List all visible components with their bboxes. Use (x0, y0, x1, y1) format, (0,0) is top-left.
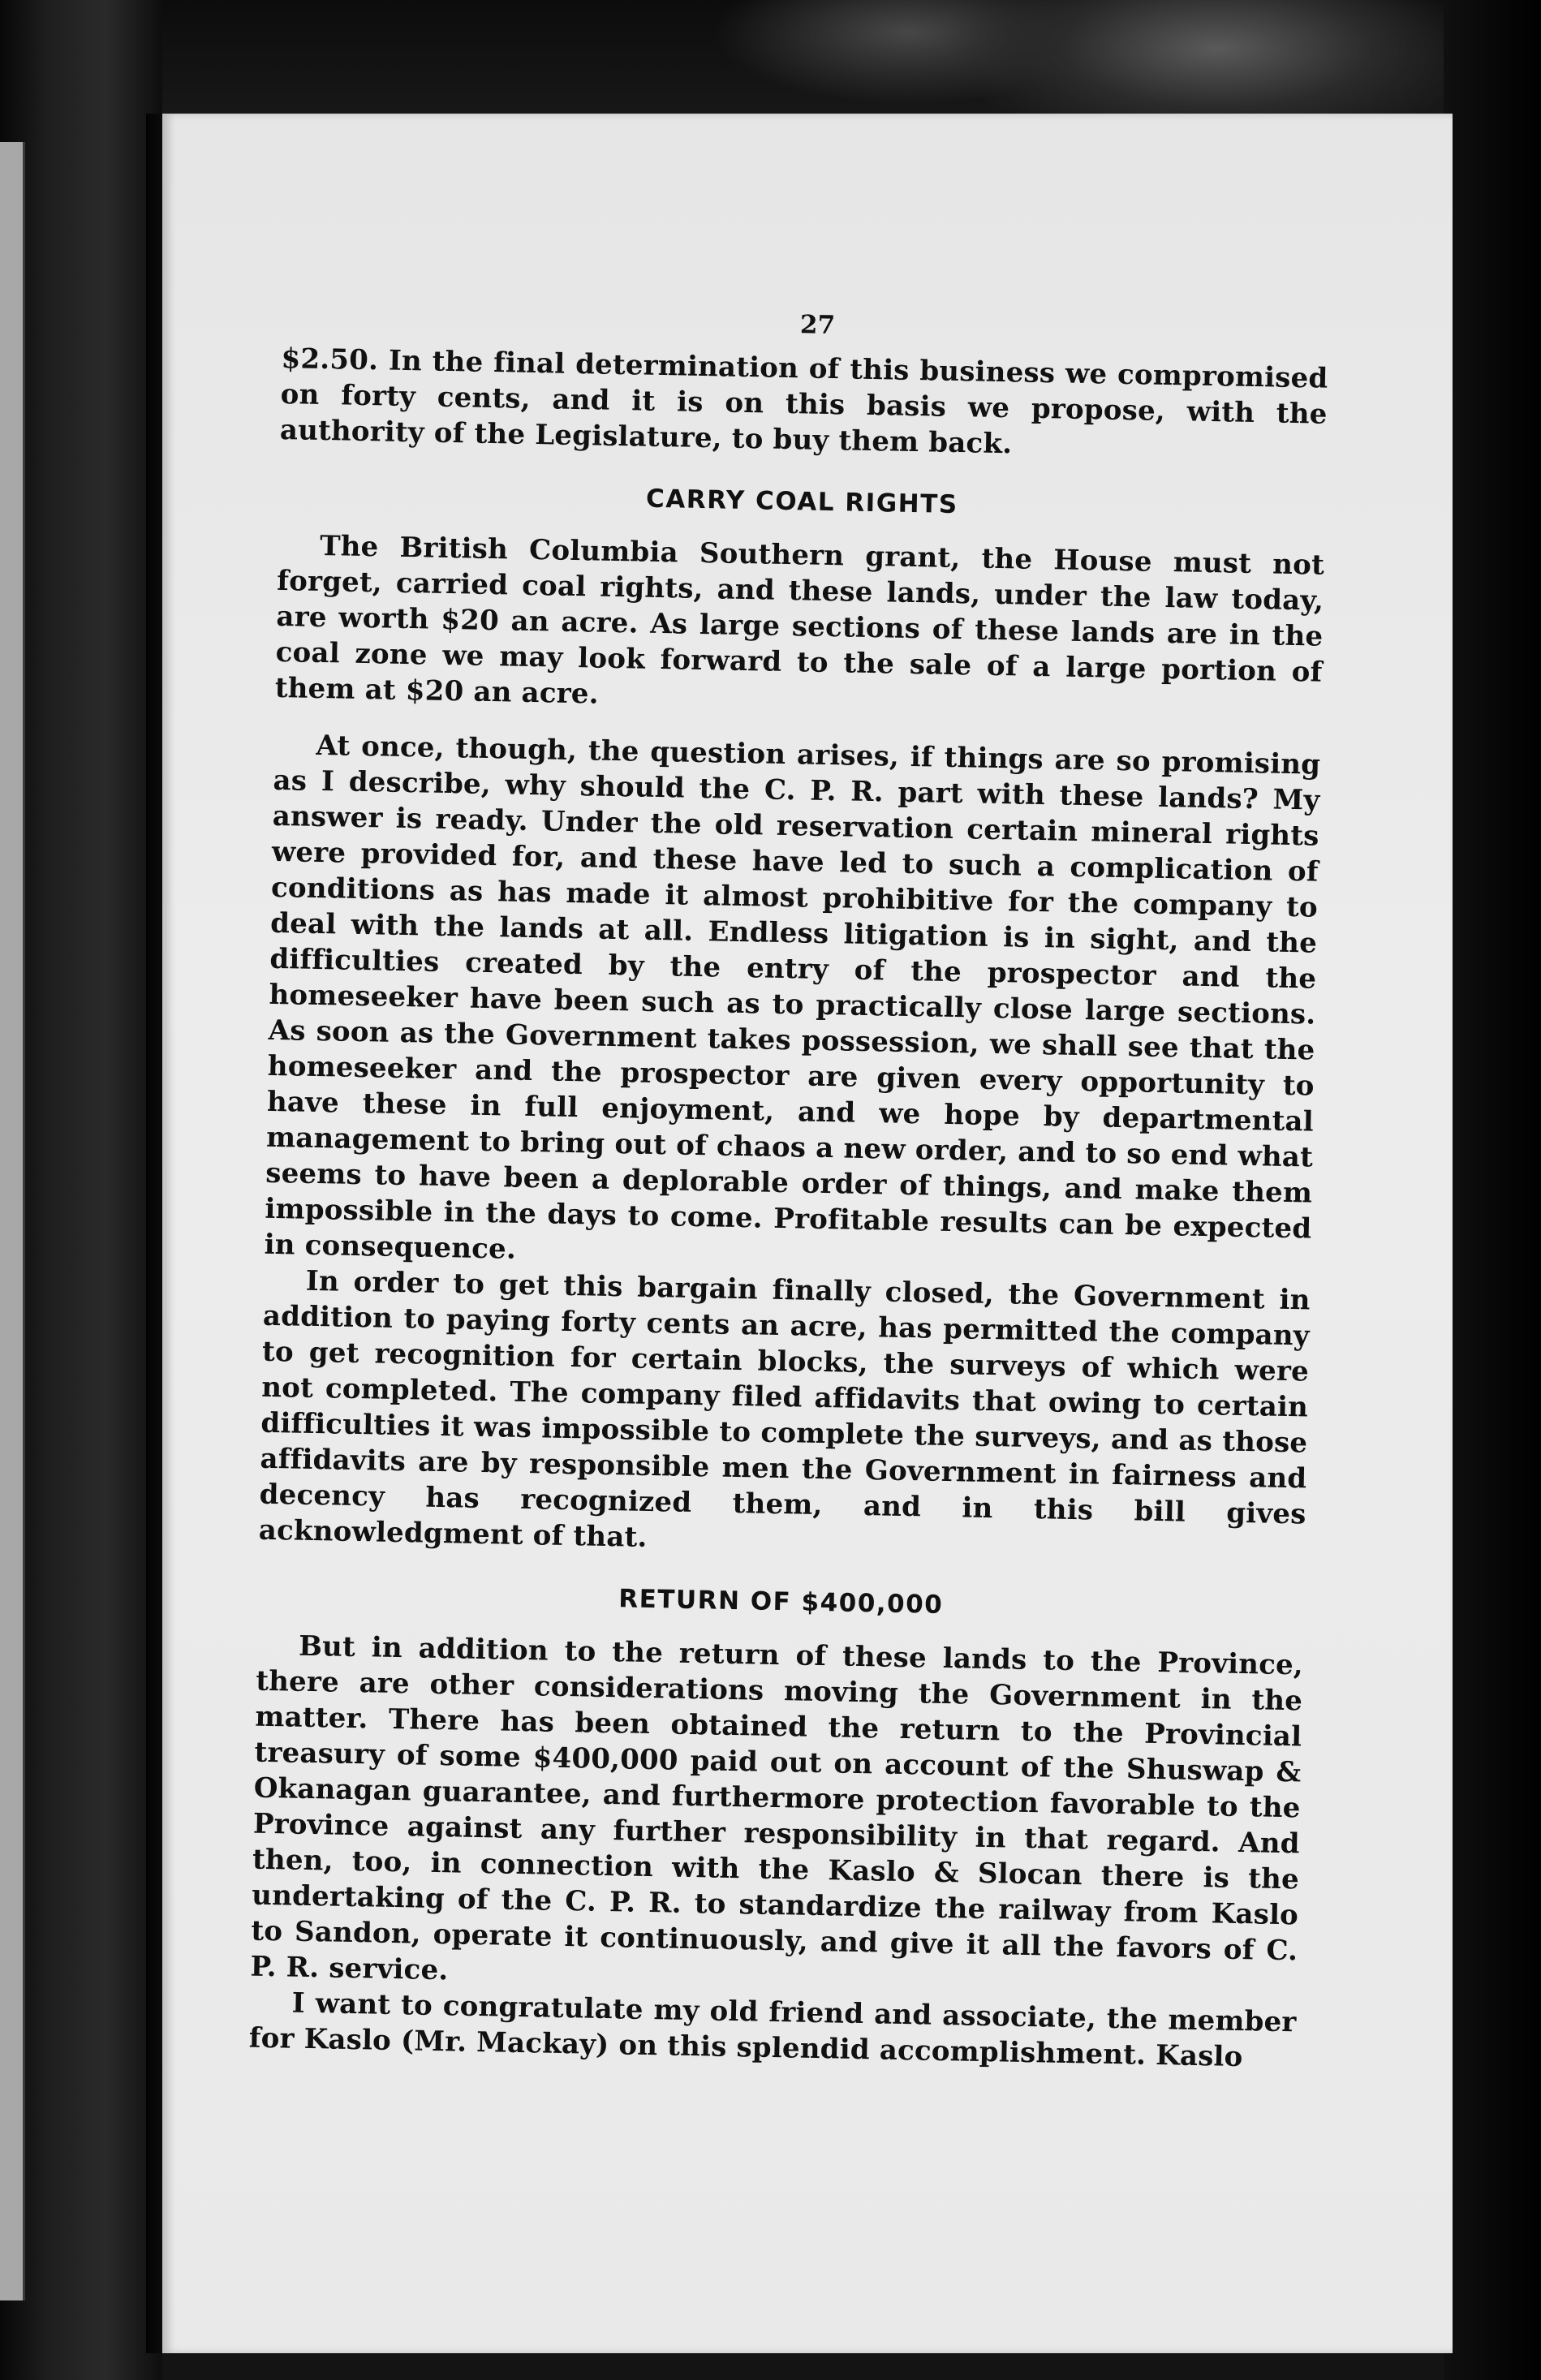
coal-paragraph-1: The British Columbia Southern grant, the House must not forget, carried coal rights, and these lands, under the law today, are worth $20 an acre. As large sections of these lands are in the coal zone we may look forward to the sale of a large portion of them at $20 an acre. (274, 529, 1325, 711)
intro-paragraph: $2.50. In the final determination of this business we compromised on forty cents, and it is on this basis we propose, with the authority of the Legislature, to buy them back. (279, 342, 1328, 461)
scan-right-margin (1444, 0, 1541, 2380)
page-text-block (248, 300, 1328, 2076)
return-paragraph-1: But in addition to the return of these lands to the Province, there are other considerations moving the Government in the matter. There has been obtained the return to the Provincial treasury of some $400,000 paid out on account of the Shuswap & Okanagan guarantee, and furthermore protection favorable to the Province against any further responsibility in that regard. And then, too, in connection with the Kaslo & Slocan there is the undertaking of the C. P. R. to standardize the railway from Kaslo to Sandon, operate it continuously, and give it all the favors of C. P. R. service. (250, 1629, 1304, 1987)
return-paragraph-2: I want to congratulate my old friend and associate, the member for Kaslo (Mr. Mackay) on this splendid accomplishment. Kaslo (248, 1986, 1297, 2074)
adjacent-page-edge (0, 142, 25, 2300)
coal-paragraph-3: In order to get this bargain finally closed, the Government in addition to paying forty cents an acre, has permitted the company to get recognition for certain blocks, the surveys of which were not completed. The company filed affidavits that owing to certain difficulties it was impossible to complete the surveys, and as those affidavits are by responsible men the Government in fairness and decency has recognized them, and in this bill gives acknowledgment of that. (258, 1264, 1311, 1554)
coal-paragraph-2: At once, though, the question arises, if things are so promising as I describe, why should the C. P. R. part with these lands? My answer is ready. Under the old reservation certain mineral rights were provided for, and these have led to such a complication of conditions as has made it almost prohibitive for the company to deal with the lands at all. Endless litigation is in sight, and the difficulties created by the entry of the prospector and the homeseeker have been such as to practically close large sections. As soon as the Government takes possession, we shall see that the homeseeker and the prospector are given every opportunity to have these in full enjoyment, and we hope by departmental management to bring out of chaos a new order, and to so end what seems to have been a deplorable order of things, and make them impossible in the days to come. Profitable results can be expected in consequence. (264, 729, 1321, 1266)
page-gutter-shadow (146, 114, 164, 2353)
section-heading-coal-rights: CARRY COAL RIGHTS (645, 484, 958, 520)
document-page (162, 114, 1453, 2353)
section-heading-return: RETURN OF $400,000 (618, 1584, 944, 1620)
page-number: 27 (799, 310, 836, 341)
